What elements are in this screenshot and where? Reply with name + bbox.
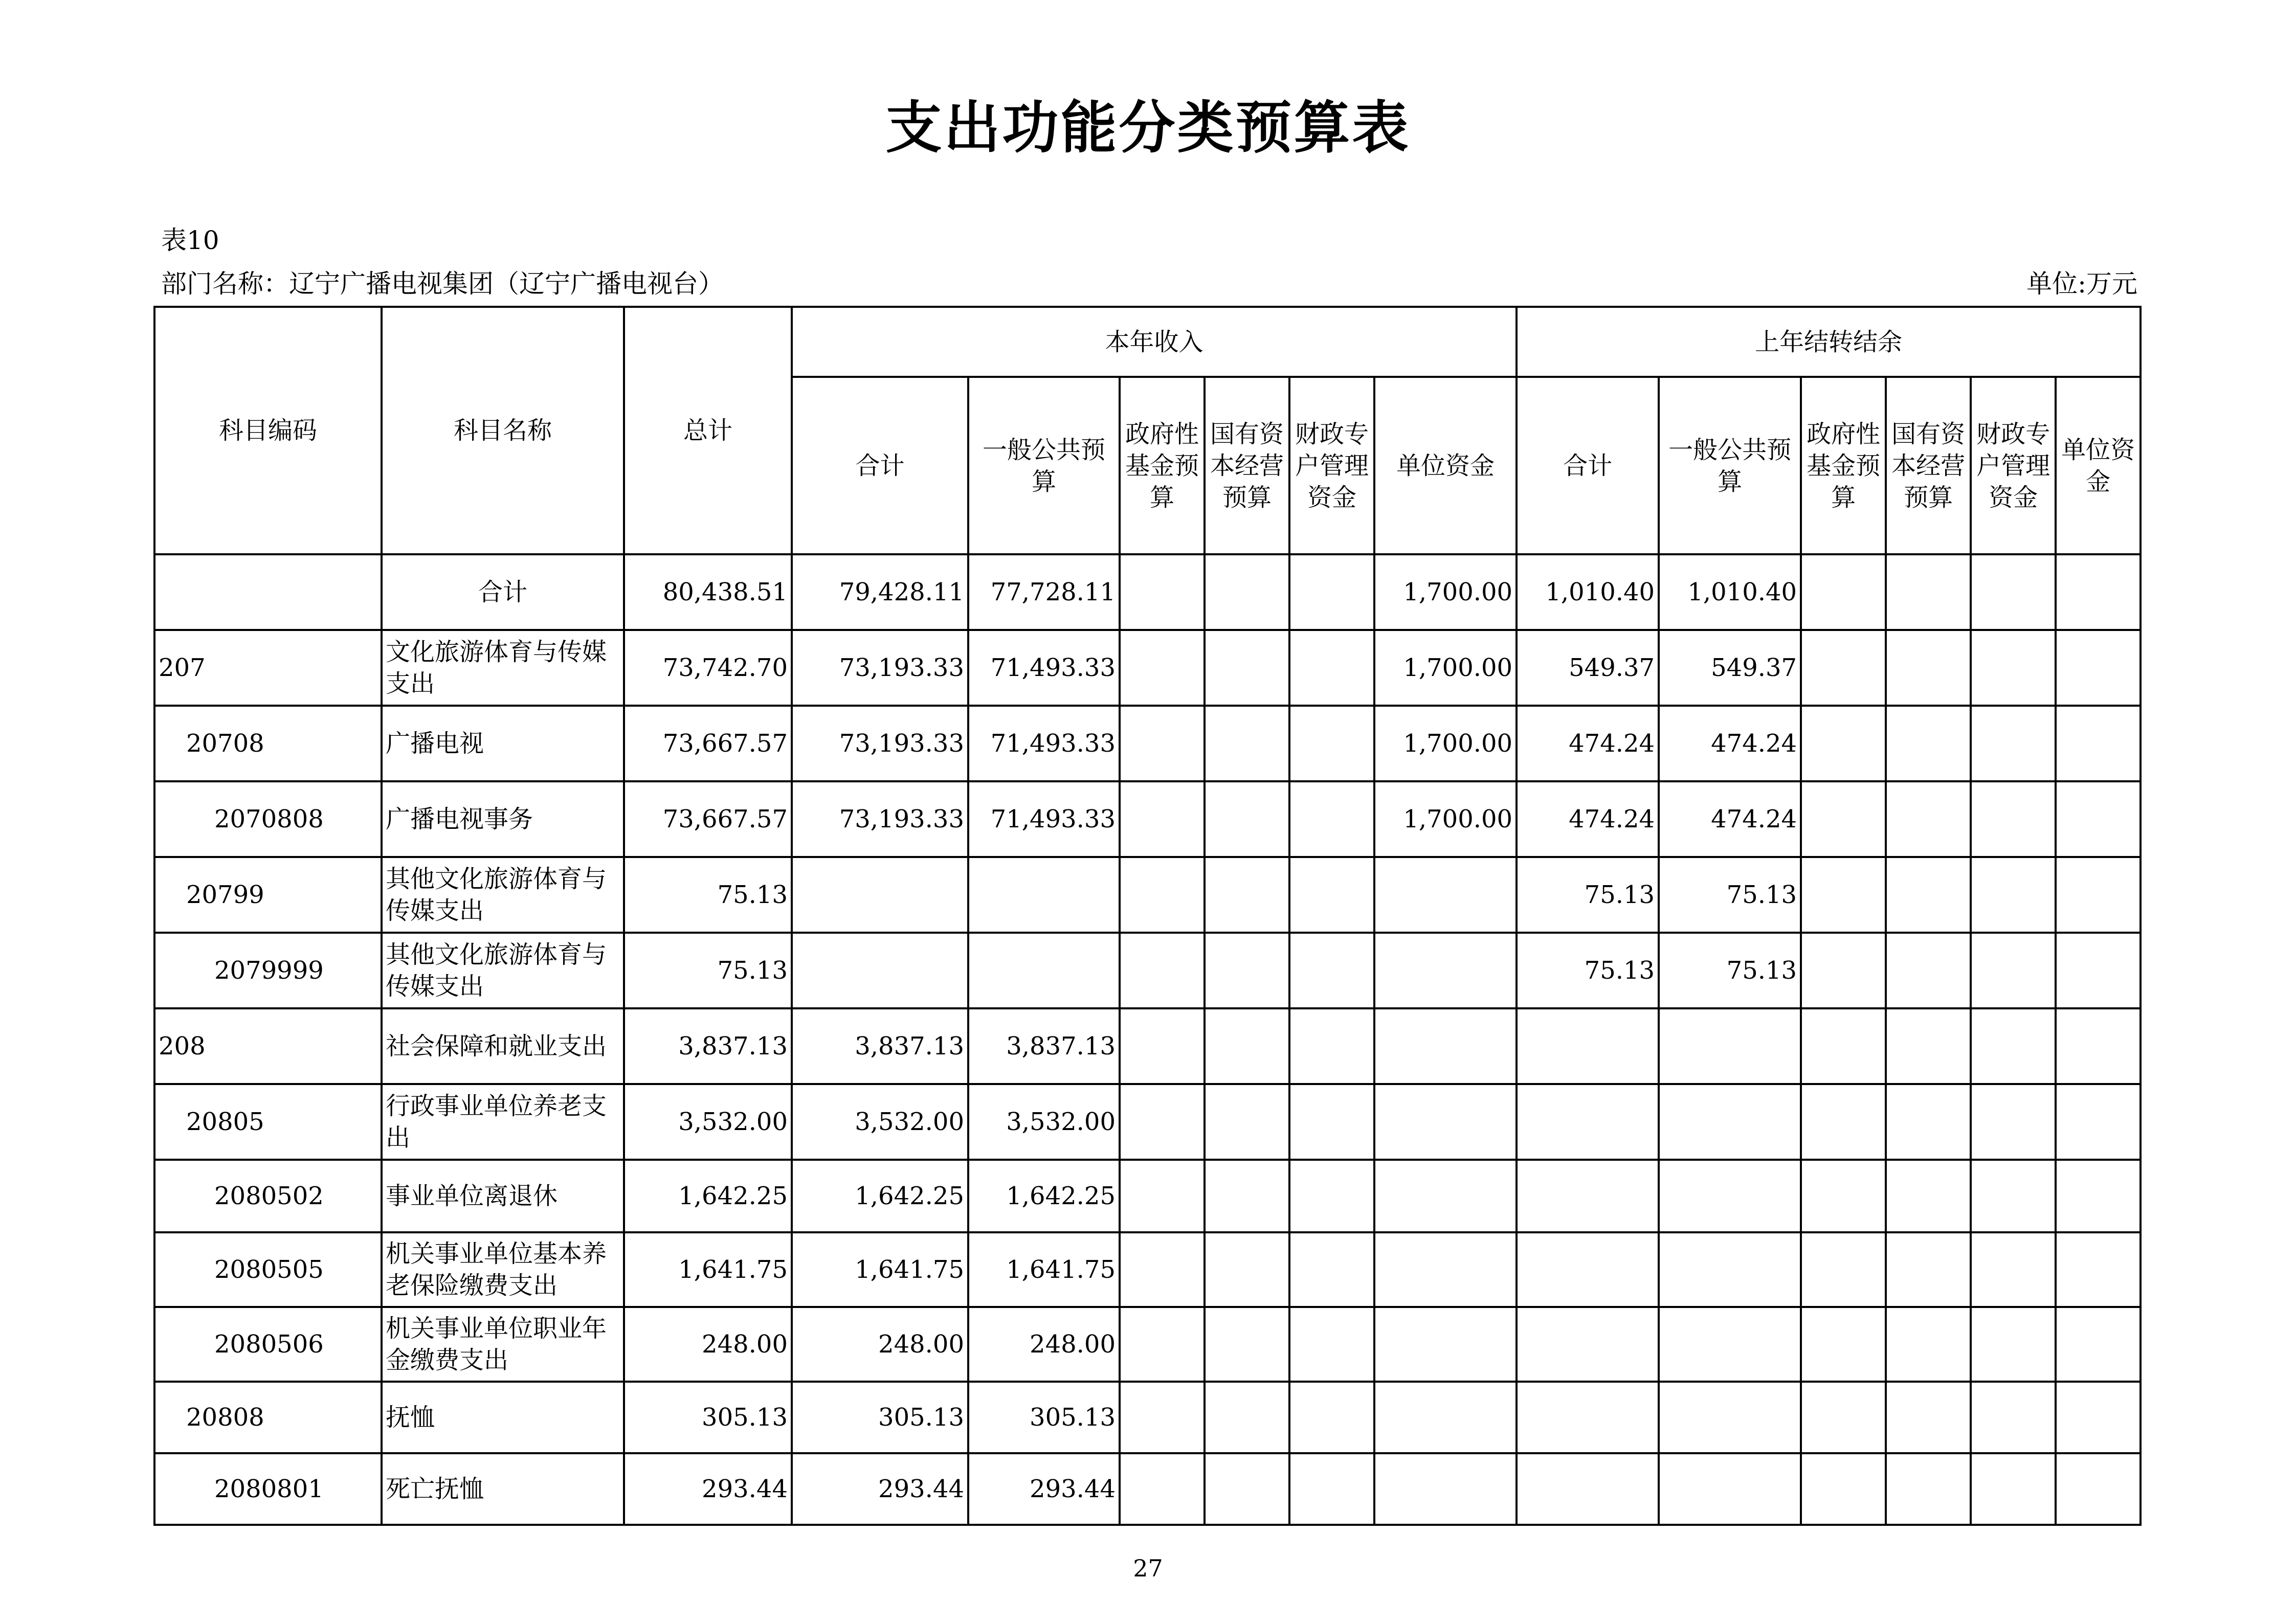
cell-cy-fiscal bbox=[1289, 1232, 1374, 1307]
table-row bbox=[154, 1307, 2141, 1382]
cell-ly-gov bbox=[1801, 630, 1886, 706]
cell-total: 73,667.57 bbox=[624, 781, 792, 857]
cell-name: 机关事业单位职业年金缴费支出 bbox=[382, 1307, 624, 1382]
cell-cy-fiscal bbox=[1289, 857, 1374, 933]
cell-cy-state bbox=[1205, 554, 1289, 630]
cell-ly-gov bbox=[1801, 933, 1886, 1008]
cell-cy-state bbox=[1205, 706, 1289, 781]
cell-cy-fiscal bbox=[1289, 1008, 1374, 1084]
cell-ly-unit bbox=[2056, 1307, 2141, 1382]
cell-cy-unit bbox=[1374, 1453, 1517, 1525]
cell-ly-state bbox=[1886, 1160, 1971, 1232]
table-row bbox=[154, 1232, 2141, 1307]
cell-ly-unit bbox=[2056, 554, 2141, 630]
cell-ly-general: 549.37 bbox=[1659, 630, 1801, 706]
cell-ly-gov bbox=[1801, 1008, 1886, 1084]
cell-name: 社会保障和就业支出 bbox=[382, 1008, 624, 1084]
table-row bbox=[154, 1084, 2141, 1160]
cell-ly-unit bbox=[2056, 1453, 2141, 1525]
table-row bbox=[154, 554, 2141, 630]
cell-total: 1,642.25 bbox=[624, 1160, 792, 1232]
cell-ly-fiscal bbox=[1971, 1382, 2056, 1453]
cell-ly-general bbox=[1659, 1008, 1801, 1084]
cell-code: 20799 bbox=[154, 857, 382, 933]
cell-ly-general: 474.24 bbox=[1659, 781, 1801, 857]
cell-cy-sum bbox=[792, 857, 968, 933]
cell-cy-state bbox=[1205, 1382, 1289, 1453]
cell-ly-sum bbox=[1517, 1382, 1659, 1453]
cell-cy-unit bbox=[1374, 1382, 1517, 1453]
cell-code: 20808 bbox=[154, 1382, 382, 1453]
cell-ly-general bbox=[1659, 1160, 1801, 1232]
cell-ly-fiscal bbox=[1971, 1160, 2056, 1232]
cell-cy-general: 3,837.13 bbox=[968, 1008, 1120, 1084]
cell-name: 其他文化旅游体育与传媒支出 bbox=[382, 933, 624, 1008]
cell-ly-gov bbox=[1801, 1307, 1886, 1382]
page-title: 支出功能分类预算表 bbox=[885, 95, 1411, 161]
cell-ly-state bbox=[1886, 1453, 1971, 1525]
cell-ly-general bbox=[1659, 1232, 1801, 1307]
cell-cy-state bbox=[1205, 1084, 1289, 1160]
table-row bbox=[154, 630, 2141, 706]
cell-ly-gov bbox=[1801, 857, 1886, 933]
cell-cy-state bbox=[1205, 1160, 1289, 1232]
cell-cy-sum: 73,193.33 bbox=[792, 630, 968, 706]
cell-ly-state bbox=[1886, 1008, 1971, 1084]
table-row bbox=[154, 933, 2141, 1008]
cell-ly-sum bbox=[1517, 1453, 1659, 1525]
cell-ly-sum: 75.13 bbox=[1517, 933, 1659, 1008]
cell-ly-general: 1,010.40 bbox=[1659, 554, 1801, 630]
cell-ly-sum: 549.37 bbox=[1517, 630, 1659, 706]
header-name: 科目名称 bbox=[382, 307, 624, 554]
cell-ly-state bbox=[1886, 706, 1971, 781]
cell-cy-sum: 3,837.13 bbox=[792, 1008, 968, 1084]
cell-total: 80,438.51 bbox=[624, 554, 792, 630]
cell-name: 事业单位离退休 bbox=[382, 1160, 624, 1232]
cell-cy-fiscal bbox=[1289, 933, 1374, 1008]
cell-cy-sum: 73,193.33 bbox=[792, 706, 968, 781]
cell-cy-sum: 73,193.33 bbox=[792, 781, 968, 857]
cell-cy-unit bbox=[1374, 1084, 1517, 1160]
cell-cy-unit bbox=[1374, 857, 1517, 933]
cell-ly-sum bbox=[1517, 1160, 1659, 1232]
header-ly-general: 一般公共预算 bbox=[1659, 377, 1801, 554]
cell-cy-fiscal bbox=[1289, 1160, 1374, 1232]
cell-cy-fiscal bbox=[1289, 1307, 1374, 1382]
cell-ly-general bbox=[1659, 1307, 1801, 1382]
cell-name: 广播电视事务 bbox=[382, 781, 624, 857]
cell-cy-gov bbox=[1120, 1008, 1205, 1084]
cell-code: 2079999 bbox=[154, 933, 382, 1008]
cell-ly-general: 75.13 bbox=[1659, 933, 1801, 1008]
cell-ly-general bbox=[1659, 1453, 1801, 1525]
cell-ly-general bbox=[1659, 1382, 1801, 1453]
cell-cy-gov bbox=[1120, 933, 1205, 1008]
cell-cy-sum bbox=[792, 933, 968, 1008]
cell-ly-sum bbox=[1517, 1232, 1659, 1307]
cell-cy-sum: 1,642.25 bbox=[792, 1160, 968, 1232]
cell-ly-fiscal bbox=[1971, 781, 2056, 857]
header-cy-fiscal-special: 财政专户管理资金 bbox=[1289, 377, 1374, 554]
cell-ly-unit bbox=[2056, 933, 2141, 1008]
cell-cy-sum: 79,428.11 bbox=[792, 554, 968, 630]
header-cy-gov-fund: 政府性基金预算 bbox=[1120, 377, 1205, 554]
cell-cy-gov bbox=[1120, 1382, 1205, 1453]
cell-code: 2080506 bbox=[154, 1307, 382, 1382]
cell-total: 73,742.70 bbox=[624, 630, 792, 706]
unit-label: 单位:万元 bbox=[2026, 269, 2137, 299]
cell-ly-sum bbox=[1517, 1084, 1659, 1160]
cell-ly-fiscal bbox=[1971, 554, 2056, 630]
cell-cy-sum: 3,532.00 bbox=[792, 1084, 968, 1160]
cell-code: 2080502 bbox=[154, 1160, 382, 1232]
header-last-year: 上年结转结余 bbox=[1517, 307, 2141, 377]
cell-cy-general: 305.13 bbox=[968, 1382, 1120, 1453]
cell-cy-state bbox=[1205, 857, 1289, 933]
cell-code: 208 bbox=[154, 1008, 382, 1084]
cell-cy-general: 1,641.75 bbox=[968, 1232, 1120, 1307]
cell-cy-fiscal bbox=[1289, 1382, 1374, 1453]
header-cy-state-capital: 国有资本经营预算 bbox=[1205, 377, 1289, 554]
cell-cy-general: 77,728.11 bbox=[968, 554, 1120, 630]
cell-name: 死亡抚恤 bbox=[382, 1453, 624, 1525]
cell-ly-fiscal bbox=[1971, 1307, 2056, 1382]
cell-cy-gov bbox=[1120, 1160, 1205, 1232]
cell-ly-gov bbox=[1801, 1232, 1886, 1307]
cell-total: 75.13 bbox=[624, 857, 792, 933]
page-number: 27 bbox=[1133, 1554, 1163, 1582]
cell-total: 1,641.75 bbox=[624, 1232, 792, 1307]
cell-ly-fiscal bbox=[1971, 630, 2056, 706]
cell-cy-state bbox=[1205, 933, 1289, 1008]
cell-cy-state bbox=[1205, 1232, 1289, 1307]
cell-name: 抚恤 bbox=[382, 1382, 624, 1453]
table-row bbox=[154, 706, 2141, 781]
table-row bbox=[154, 857, 2141, 933]
cell-ly-fiscal bbox=[1971, 1084, 2056, 1160]
cell-cy-general: 3,532.00 bbox=[968, 1084, 1120, 1160]
cell-code: 2080505 bbox=[154, 1232, 382, 1307]
cell-cy-fiscal bbox=[1289, 554, 1374, 630]
cell-cy-unit bbox=[1374, 933, 1517, 1008]
cell-name: 合计 bbox=[382, 554, 624, 630]
cell-cy-fiscal bbox=[1289, 630, 1374, 706]
table-row bbox=[154, 1160, 2141, 1232]
cell-cy-unit: 1,700.00 bbox=[1374, 781, 1517, 857]
cell-ly-gov bbox=[1801, 1453, 1886, 1525]
cell-cy-sum: 248.00 bbox=[792, 1307, 968, 1382]
cell-cy-gov bbox=[1120, 706, 1205, 781]
cell-name: 其他文化旅游体育与传媒支出 bbox=[382, 857, 624, 933]
cell-ly-unit bbox=[2056, 1008, 2141, 1084]
cell-ly-general: 75.13 bbox=[1659, 857, 1801, 933]
header-cy-general: 一般公共预算 bbox=[968, 377, 1120, 554]
budget-table bbox=[153, 306, 2142, 1526]
cell-ly-sum bbox=[1517, 1307, 1659, 1382]
cell-cy-gov bbox=[1120, 781, 1205, 857]
cell-ly-gov bbox=[1801, 1084, 1886, 1160]
cell-ly-sum: 1,010.40 bbox=[1517, 554, 1659, 630]
cell-ly-fiscal bbox=[1971, 933, 2056, 1008]
cell-name: 行政事业单位养老支出 bbox=[382, 1084, 624, 1160]
header-ly-fiscal-special: 财政专户管理资金 bbox=[1971, 377, 2056, 554]
header-code: 科目编码 bbox=[154, 307, 382, 554]
cell-total: 73,667.57 bbox=[624, 706, 792, 781]
cell-cy-unit: 1,700.00 bbox=[1374, 630, 1517, 706]
table-row bbox=[154, 1008, 2141, 1084]
header-cy-unit-fund: 单位资金 bbox=[1374, 377, 1517, 554]
header-ly-gov-fund: 政府性基金预算 bbox=[1801, 377, 1886, 554]
header-current-year: 本年收入 bbox=[792, 307, 1517, 377]
table-row bbox=[154, 781, 2141, 857]
cell-cy-gov bbox=[1120, 630, 1205, 706]
cell-ly-unit bbox=[2056, 857, 2141, 933]
cell-cy-unit bbox=[1374, 1232, 1517, 1307]
cell-cy-gov bbox=[1120, 1453, 1205, 1525]
cell-ly-gov bbox=[1801, 781, 1886, 857]
cell-ly-general bbox=[1659, 1084, 1801, 1160]
cell-cy-unit: 1,700.00 bbox=[1374, 706, 1517, 781]
cell-code: 20708 bbox=[154, 706, 382, 781]
cell-ly-unit bbox=[2056, 1160, 2141, 1232]
cell-ly-state bbox=[1886, 1382, 1971, 1453]
cell-cy-general: 293.44 bbox=[968, 1453, 1120, 1525]
cell-cy-fiscal bbox=[1289, 706, 1374, 781]
cell-cy-fiscal bbox=[1289, 1453, 1374, 1525]
cell-total: 248.00 bbox=[624, 1307, 792, 1382]
cell-cy-sum: 1,641.75 bbox=[792, 1232, 968, 1307]
header-cy-sum: 合计 bbox=[792, 377, 968, 554]
cell-cy-state bbox=[1205, 781, 1289, 857]
cell-ly-state bbox=[1886, 933, 1971, 1008]
header-ly-unit-fund: 单位资金 bbox=[2056, 377, 2141, 554]
cell-cy-unit bbox=[1374, 1160, 1517, 1232]
header-ly-sum: 合计 bbox=[1517, 377, 1659, 554]
cell-ly-unit bbox=[2056, 1084, 2141, 1160]
cell-cy-general bbox=[968, 933, 1120, 1008]
cell-cy-fiscal bbox=[1289, 781, 1374, 857]
table-row bbox=[154, 1382, 2141, 1453]
cell-ly-fiscal bbox=[1971, 706, 2056, 781]
cell-ly-gov bbox=[1801, 554, 1886, 630]
cell-cy-general: 1,642.25 bbox=[968, 1160, 1120, 1232]
cell-code: 20805 bbox=[154, 1084, 382, 1160]
cell-cy-general: 71,493.33 bbox=[968, 781, 1120, 857]
cell-name: 文化旅游体育与传媒支出 bbox=[382, 630, 624, 706]
cell-name: 广播电视 bbox=[382, 706, 624, 781]
cell-ly-state bbox=[1886, 554, 1971, 630]
cell-cy-gov bbox=[1120, 1307, 1205, 1382]
cell-ly-fiscal bbox=[1971, 857, 2056, 933]
table-body bbox=[154, 554, 2141, 1525]
cell-total: 3,837.13 bbox=[624, 1008, 792, 1084]
cell-cy-general: 248.00 bbox=[968, 1307, 1120, 1382]
cell-cy-state bbox=[1205, 630, 1289, 706]
cell-ly-fiscal bbox=[1971, 1453, 2056, 1525]
cell-ly-unit bbox=[2056, 781, 2141, 857]
cell-total: 293.44 bbox=[624, 1453, 792, 1525]
cell-cy-general: 71,493.33 bbox=[968, 630, 1120, 706]
cell-code: 2080801 bbox=[154, 1453, 382, 1525]
cell-ly-gov bbox=[1801, 1160, 1886, 1232]
cell-cy-state bbox=[1205, 1453, 1289, 1525]
cell-ly-sum: 75.13 bbox=[1517, 857, 1659, 933]
cell-ly-gov bbox=[1801, 706, 1886, 781]
cell-ly-state bbox=[1886, 630, 1971, 706]
cell-cy-gov bbox=[1120, 554, 1205, 630]
cell-ly-fiscal bbox=[1971, 1232, 2056, 1307]
table-row bbox=[154, 1453, 2141, 1525]
department-name: 部门名称：辽宁广播电视集团（辽宁广播电视台） bbox=[161, 269, 724, 299]
cell-cy-gov bbox=[1120, 1232, 1205, 1307]
cell-name: 机关事业单位基本养老保险缴费支出 bbox=[382, 1232, 624, 1307]
cell-ly-unit bbox=[2056, 1232, 2141, 1307]
cell-total: 3,532.00 bbox=[624, 1084, 792, 1160]
cell-ly-state bbox=[1886, 1232, 1971, 1307]
cell-total: 75.13 bbox=[624, 933, 792, 1008]
cell-ly-gov bbox=[1801, 1382, 1886, 1453]
cell-ly-state bbox=[1886, 1307, 1971, 1382]
cell-cy-general: 71,493.33 bbox=[968, 706, 1120, 781]
cell-cy-gov bbox=[1120, 1084, 1205, 1160]
cell-ly-sum: 474.24 bbox=[1517, 706, 1659, 781]
cell-ly-state bbox=[1886, 781, 1971, 857]
cell-ly-sum: 474.24 bbox=[1517, 781, 1659, 857]
cell-cy-state bbox=[1205, 1307, 1289, 1382]
cell-ly-unit bbox=[2056, 630, 2141, 706]
cell-ly-unit bbox=[2056, 1382, 2141, 1453]
cell-code: 207 bbox=[154, 630, 382, 706]
cell-cy-sum: 293.44 bbox=[792, 1453, 968, 1525]
cell-cy-gov bbox=[1120, 857, 1205, 933]
cell-cy-sum: 305.13 bbox=[792, 1382, 968, 1453]
cell-ly-sum bbox=[1517, 1008, 1659, 1084]
header-ly-state-capital: 国有资本经营预算 bbox=[1886, 377, 1971, 554]
cell-cy-unit: 1,700.00 bbox=[1374, 554, 1517, 630]
cell-ly-unit bbox=[2056, 706, 2141, 781]
cell-cy-fiscal bbox=[1289, 1084, 1374, 1160]
cell-total: 305.13 bbox=[624, 1382, 792, 1453]
table-number: 表10 bbox=[161, 225, 219, 255]
cell-code: 2070808 bbox=[154, 781, 382, 857]
cell-code bbox=[154, 554, 382, 630]
cell-ly-state bbox=[1886, 1084, 1971, 1160]
cell-cy-general bbox=[968, 857, 1120, 933]
cell-ly-general: 474.24 bbox=[1659, 706, 1801, 781]
cell-cy-unit bbox=[1374, 1307, 1517, 1382]
cell-cy-unit bbox=[1374, 1008, 1517, 1084]
cell-cy-state bbox=[1205, 1008, 1289, 1084]
cell-ly-fiscal bbox=[1971, 1008, 2056, 1084]
cell-ly-state bbox=[1886, 857, 1971, 933]
header-total: 总计 bbox=[624, 307, 792, 554]
